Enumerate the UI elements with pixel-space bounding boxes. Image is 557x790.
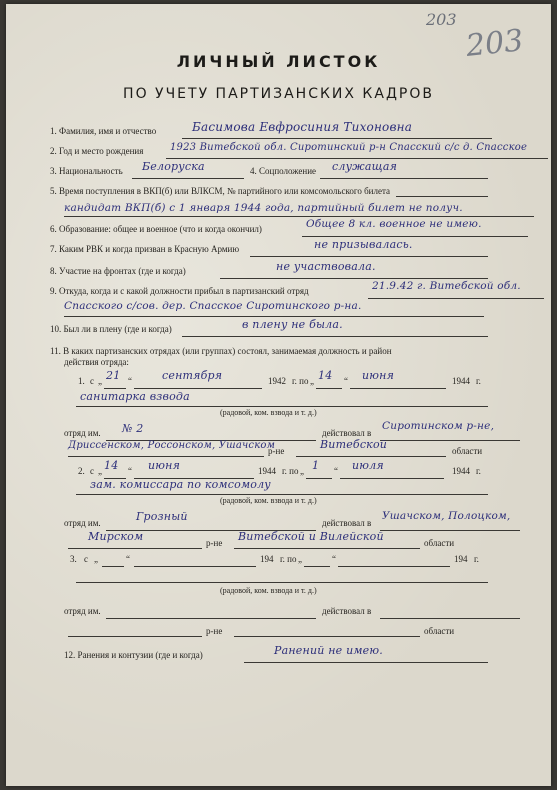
field-10-label: 10. Был ли в плену (где и когда) bbox=[50, 324, 172, 334]
period-1-from-month: сентября bbox=[162, 369, 223, 382]
field-12-label: 12. Ранения и контузии (где и когда) bbox=[64, 650, 203, 660]
document-subtitle: ПО УЧЕТУ ПАРТИЗАНСКИХ КАДРОВ bbox=[123, 86, 434, 102]
period-2-detachment: Грозный bbox=[136, 510, 188, 523]
period-2-to-year: 1944 bbox=[452, 466, 470, 476]
period-2-area-line2: Мирском bbox=[88, 530, 144, 543]
field-1-value: Басимова Евфросиния Тихоновна bbox=[192, 120, 413, 134]
field-11-label-line2: действия отряда: bbox=[64, 357, 129, 367]
field-7-value: не призывалась. bbox=[314, 238, 413, 251]
field-9-value-line2: Спасского с/сов. дер. Спасское Сиротинского р-на. bbox=[64, 300, 362, 312]
period-2-to-day: 1 bbox=[312, 459, 320, 472]
period-1-to-day: 14 bbox=[318, 369, 333, 382]
period-2-number: 2. bbox=[78, 466, 85, 476]
field-1-label: 1. Фамилия, имя и отчество bbox=[50, 126, 157, 136]
field-9-value-line1: 21.9.42 г. Витебской обл. bbox=[372, 280, 521, 292]
archive-number-large: 203 bbox=[464, 23, 525, 64]
period-1-number: 1. bbox=[78, 376, 85, 386]
period-2-position: зам. комиссара по комсомолу bbox=[90, 478, 271, 491]
field-10-value: в плену не была. bbox=[242, 318, 343, 331]
document-sheet: 203 203 ЛИЧНЫЙ ЛИСТОК ПО УЧЕТУ ПАРТИЗАНСКИХ КАДРОВ 1. Фамилия, имя и отчество Басимова Евфросиния Тихоновна 2. Год и место рождения 1923 Витебской обл. Сиротинский р-н Спасский с/с д. Спасское 3. Национальность Белоруска 4. Соцположение служащая 5. Время поступления в ВКП(б) или ВЛКСМ, № партийного или комсомольского билета кандидат ВКП(б) с 1 января 1944 года, партийный билет не получ. 6. Образование: общее и военное (что и когда окончил) Общее 8 кл. военное не имею. 7. Каким РВК и когда призван в Красную Армию не призывалась. 8. Участие на фронтах (где и когда) не участвовала. 9. Откуда, когда и с какой должности прибыл в партизанский отряд 21.9.42 г. Витебской обл. Спасского с/сов. дер. Спасское Сиротинского р-на. 10. Был ли в плену (где и когда) в плену не была. 11. В каких партизанских отрядах (или группах) состоял, занимаемая должность и район действия отряда: 1. с „ 21 “ сентября 1942 г. по „ 14 “ июня 1944 г. санитарка взвода (радовой, ком. взвода и т. д.) отряд им. № 2 действовал в Сиротинском р-не, Дриссенском, Россонском, Ушачском р-не Витебской области 2. с „ 14 “ июня 1944 г. по „ 1 “ июля 1944 г. зам. комиссара по комсомолу (радовой, ком. взвода и т. д.) отряд им. Грозный действовал в Ушачском, Полоцком, Мирском р-не Витебской и Вилейской области 3. с „ “ 194 г. по „ “ 194 г. (радовой, ком. взвода и т. д.) отряд им. действовал в р-не области 12. Ранения и контузии (где и когда) Ранений не имею. bbox=[6, 4, 551, 786]
period-1-from-day: 21 bbox=[106, 369, 121, 382]
document-title: ЛИЧНЫЙ ЛИСТОК bbox=[176, 52, 381, 71]
period-2-from-year: 1944 bbox=[258, 466, 276, 476]
field-7-label: 7. Каким РВК и когда призван в Красную Армию bbox=[50, 244, 240, 254]
field-3-label: 3. Национальность bbox=[50, 166, 123, 176]
field-4-label: 4. Соцположение bbox=[250, 166, 317, 176]
period-2-to-month: июля bbox=[352, 459, 384, 472]
field-2-value: 1923 Витебской обл. Сиротинский р-н Спасский с/с д. Спасское bbox=[170, 142, 528, 153]
field-2-label: 2. Год и место рождения bbox=[50, 146, 144, 156]
period-2-from-day: 14 bbox=[104, 459, 119, 472]
period-1-detachment: № 2 bbox=[122, 422, 144, 435]
period-2-area-line1: Ушачском, Полоцком, bbox=[382, 510, 511, 522]
period-2-from-month: июня bbox=[148, 459, 181, 472]
period-1-to-year: 1944 bbox=[452, 376, 470, 386]
period-3-number: 3. bbox=[70, 554, 77, 564]
field-8-value: не участвовала. bbox=[276, 260, 376, 273]
field-4-value: служащая bbox=[332, 160, 398, 173]
field-3-value: Белоруска bbox=[142, 160, 205, 173]
period-2-region: Витебской и Вилейской bbox=[238, 530, 384, 543]
period-1-to-month: июня bbox=[362, 369, 395, 382]
field-8-label: 8. Участие на фронтах (где и когда) bbox=[50, 266, 186, 276]
field-6-label: 6. Образование: общее и военное (что и когда окончил) bbox=[50, 224, 262, 234]
archive-number-small: 203 bbox=[426, 10, 457, 29]
period-1-from-year: 1942 bbox=[268, 376, 286, 386]
period-1-area-line1: Сиротинском р-не, bbox=[382, 420, 495, 432]
field-9-label: 9. Откуда, когда и с какой должности прибыл в партизанский отряд bbox=[50, 286, 309, 296]
field-5-value: кандидат ВКП(б) с 1 января 1944 года, партийный билет не получ. bbox=[64, 202, 463, 214]
field-5-label: 5. Время поступления в ВКП(б) или ВЛКСМ, № партийного или комсомольского билета bbox=[50, 186, 390, 196]
period-1-region: Витебской bbox=[320, 438, 388, 451]
field-11-label-line1: 11. В каких партизанских отрядах (или группах) состоял, занимаемая должность и район bbox=[50, 346, 392, 356]
field-6-value: Общее 8 кл. военное не имею. bbox=[306, 218, 482, 230]
field-12-value: Ранений не имею. bbox=[274, 644, 383, 657]
period-1-position: санитарка взвода bbox=[80, 390, 190, 403]
period-1-area-line2: Дриссенском, Россонском, Ушачском bbox=[68, 440, 276, 451]
